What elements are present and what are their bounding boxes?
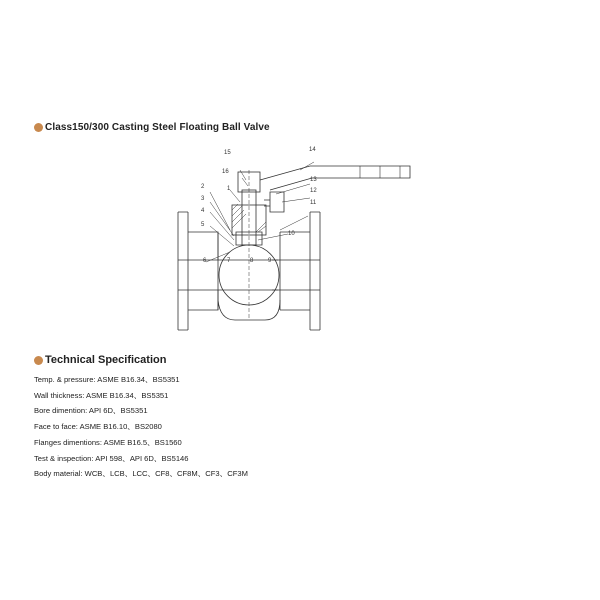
part-label-9: 9 xyxy=(268,258,272,264)
spec-line-test-inspection: Test & inspection: API 598、API 6D、BS5146 xyxy=(34,453,189,463)
bullet-icon xyxy=(34,123,43,132)
valve-title: Class150/300 Casting Steel Floating Ball Valve xyxy=(45,122,270,133)
spec-line-face-to-face: Face to face: ASME B16.10、BS2080 xyxy=(34,422,162,432)
spec-list xyxy=(34,372,248,482)
part-label-5: 5 xyxy=(201,222,205,228)
part-label-8: 8 xyxy=(250,258,254,264)
part-label-2: 2 xyxy=(201,184,205,190)
part-label-1: 1 xyxy=(227,186,231,192)
spec-title: Technical Specification xyxy=(45,354,167,366)
part-label-3: 3 xyxy=(201,196,205,202)
part-label-7: 7 xyxy=(227,258,231,264)
part-label-13: 13 xyxy=(310,177,317,183)
part-label-4: 4 xyxy=(201,208,205,214)
part-label-15: 15 xyxy=(224,150,231,156)
spec-line-bore: Bore dimention: API 6D、BS5351 xyxy=(34,406,148,416)
part-label-10: 10 xyxy=(288,231,295,237)
section-heading-valve xyxy=(34,122,270,133)
spec-line-body-material: Body material: WCB、LCB、LCC、CF8、CF8M、CF3、CF3M xyxy=(34,469,248,479)
part-label-6: 6 xyxy=(203,258,207,264)
section-heading-spec xyxy=(34,354,166,366)
part-label-12: 12 xyxy=(310,188,317,194)
part-label-14: 14 xyxy=(309,147,316,153)
valve-technical-drawing xyxy=(160,140,430,340)
spec-line-wall-thickness: Wall thickness: ASME B16.34、BS5351 xyxy=(34,390,169,400)
part-label-16: 16 xyxy=(222,169,229,175)
part-label-11: 11 xyxy=(310,200,317,206)
spec-line-flanges: Flanges dimentions: ASME B16.5、BS1560 xyxy=(34,437,182,447)
bullet-icon xyxy=(34,356,43,365)
spec-line-temp-pressure: Temp. & pressure: ASME B16.34、BS5351 xyxy=(34,375,180,384)
